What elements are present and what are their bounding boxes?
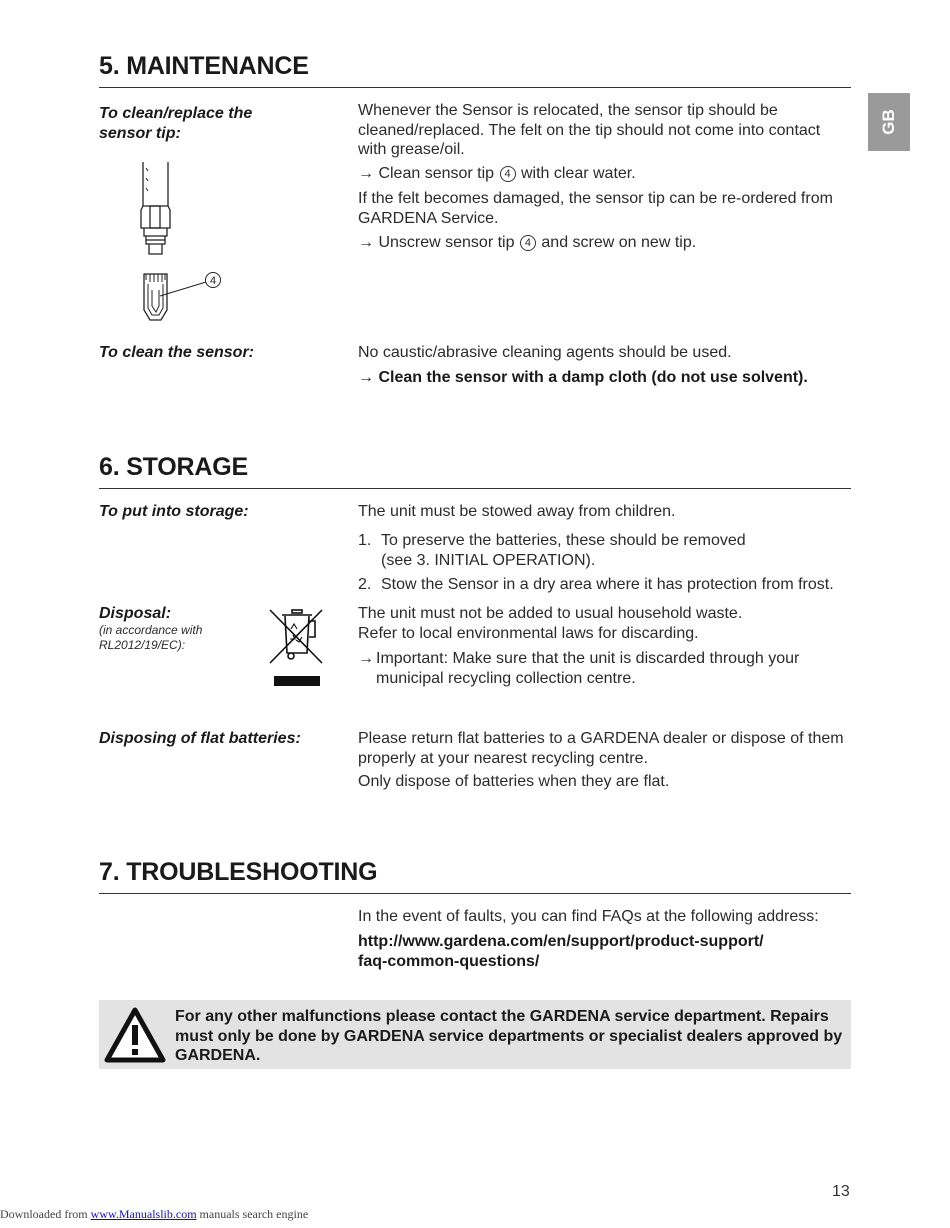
disposal-note-line: RL2012/19/EC): xyxy=(99,638,186,652)
warning-text: For any other malfunctions please contact the GARDENA service department. Repairs must only be done by GARDENA service departments or specialist dealers approved by GARDENA. xyxy=(175,1008,843,1064)
disposal-step-line: Important: Make sure that the unit is discarded through your xyxy=(376,650,800,667)
callout-4-icon: 4 xyxy=(500,166,516,182)
arrow-icon: → xyxy=(358,650,374,667)
clean-tip-text: Whenever the Sensor is relocated, the sensor tip should be cleaned/replaced. The felt on the tip should not come into contact with grease/oil. xyxy=(358,102,821,158)
disposal-step xyxy=(358,649,850,688)
clean-tip-step-pre: → Clean sensor tip xyxy=(358,165,495,182)
storage-text: The unit must be stowed away from children. xyxy=(358,503,676,520)
troubleshooting-heading: 7. TROUBLESHOOTING xyxy=(99,858,851,894)
maintenance-heading: 5. MAINTENANCE xyxy=(99,52,851,88)
disposal-label: Disposal: xyxy=(99,605,172,622)
faq-url[interactable] xyxy=(358,932,850,971)
clean-sensor-step: → Clean the sensor with a damp cloth (do not use solvent). xyxy=(358,369,808,386)
language-tab-label: GB xyxy=(879,109,898,135)
storage-heading: 6. STORAGE xyxy=(99,453,851,489)
unscrew-step-post: and screw on new tip. xyxy=(541,234,697,251)
faq-url-line[interactable]: faq-common-questions/ xyxy=(358,952,540,970)
language-tab xyxy=(868,93,910,151)
list-number: 1. xyxy=(358,532,372,549)
clean-tip-step xyxy=(358,164,850,184)
batteries-text: Please return flat batteries to a GARDENA dealer or dispose of them properly at your nearest recycling centre. xyxy=(358,730,844,767)
disposal-step-line: municipal recycling collection centre. xyxy=(376,669,636,687)
disposal-note xyxy=(99,623,202,653)
clean-sensor-text: No caustic/abrasive cleaning agents should be used. xyxy=(358,344,732,361)
crossed-out-bin-icon xyxy=(268,607,326,689)
page-number: 13 xyxy=(832,1183,850,1200)
storage-list-item xyxy=(358,531,850,570)
reorder-text: If the felt becomes damaged, the sensor tip can be re-ordered from GARDENA Service. xyxy=(358,190,833,227)
disposal-line: The unit must not be added to usual household waste. xyxy=(358,605,743,622)
storage-label: To put into storage: xyxy=(99,503,249,520)
clean-tip-label: To clean/replace the sensor tip: xyxy=(99,105,253,142)
faq-text: In the event of faults, you can find FAQs at the following address: xyxy=(358,908,819,925)
unscrew-step xyxy=(358,233,850,253)
clean-tip-step-post: with clear water. xyxy=(520,165,636,182)
footer-suffix: manuals search engine xyxy=(199,1207,309,1221)
list-item-text: Stow the Sensor in a dry area where it has protection from frost. xyxy=(381,576,834,593)
footer-link[interactable]: www.Manualslib.com xyxy=(90,1207,197,1221)
callout-4-icon: 4 xyxy=(520,235,536,251)
footer-prefix: Downloaded from xyxy=(0,1207,88,1221)
list-item-line: To preserve the batteries, these should be removed xyxy=(381,532,746,549)
disposal-note-line: (in accordance with xyxy=(99,623,203,637)
unscrew-step-pre: → Unscrew sensor tip xyxy=(358,234,515,251)
list-number: 2. xyxy=(358,576,372,593)
warning-triangle-icon xyxy=(103,1006,167,1064)
sensor-tip-illustration xyxy=(130,158,230,330)
disposal-text xyxy=(358,604,850,643)
batteries-text-2: Only dispose of batteries when they are flat. xyxy=(358,773,670,790)
download-footer xyxy=(0,1207,308,1222)
clean-sensor-label: To clean the sensor: xyxy=(99,344,254,361)
faq-url-line[interactable]: http://www.gardena.com/en/support/product-support/ xyxy=(358,933,764,950)
batteries-label: Disposing of flat batteries: xyxy=(99,730,301,747)
callout-4-label: 4 xyxy=(209,275,217,287)
storage-list-item xyxy=(358,575,850,595)
list-item-line: (see 3. INITIAL OPERATION). xyxy=(381,551,596,569)
disposal-line: Refer to local environmental laws for discarding. xyxy=(358,624,699,642)
